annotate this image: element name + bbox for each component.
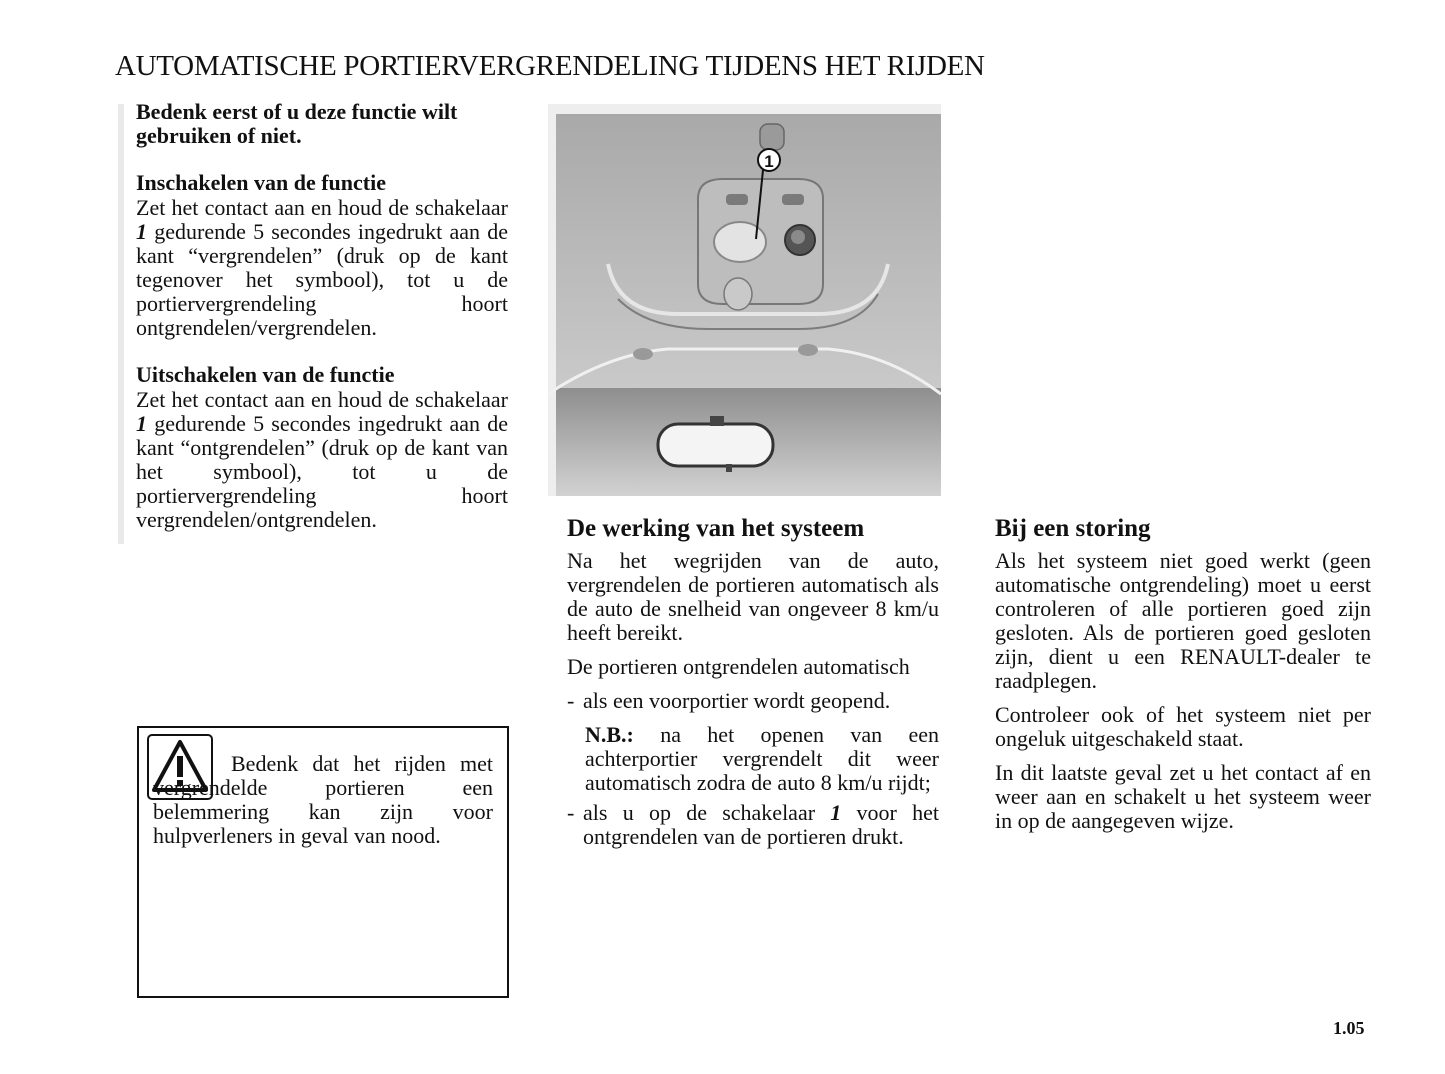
page-title: AUTOMATISCHE PORTIERVERGRENDELING TIJDENS HET RIJDEN bbox=[115, 50, 985, 82]
warning-box bbox=[137, 726, 509, 998]
switch-ref: 1 bbox=[136, 411, 147, 436]
malfunction-para-3: In dit laatste geval zet u het contact af en weer aan en schakelt u het systeem weer in op de aangegeven wijze. bbox=[995, 760, 1371, 833]
disable-text-part-1: Zet het contact aan en houd de schakelaar bbox=[136, 387, 508, 412]
nb-text: na het openen van een achterportier vergrendelt dit weer automatisch zodra de auto 8 km/u rijdt; bbox=[585, 722, 939, 795]
nb-label: N.B.: bbox=[585, 722, 634, 747]
malfunction-heading: Bij een storing bbox=[995, 515, 1151, 542]
list-item-text-part-1: als u op de schakelaar bbox=[583, 800, 831, 825]
enable-text bbox=[136, 196, 508, 340]
warning-text: Bedenk dat het rijden met vergrendelde portieren een belemmering kan zijn voor hulpverleners in geval van nood. bbox=[153, 751, 493, 848]
left-column bbox=[136, 100, 508, 532]
callout-1-label: 1 bbox=[764, 152, 774, 171]
operation-list bbox=[567, 689, 939, 713]
switch-ref: 1 bbox=[136, 219, 147, 244]
enable-text-part-1: Zet het contact aan en houd de schakelaar bbox=[136, 195, 508, 220]
operation-para-2: De portieren ontgrendelen automatisch bbox=[567, 654, 910, 679]
list-item bbox=[567, 689, 939, 713]
list-item-text: als een voorportier wordt geopend. bbox=[583, 688, 891, 713]
intro-text: Bedenk eerst of u deze functie wilt gebruiken of niet. bbox=[136, 99, 458, 148]
malfunction-para-1: Als het systeem niet goed werkt (geen automatische ontgrendeling) moet u eerst controleren of alle portieren goed zijn gesloten. Als de portieren goed gesloten zijn, dient u een RENAULT-dealer te raadplegen. bbox=[995, 548, 1371, 693]
operation-heading: De werking van het systeem bbox=[567, 515, 865, 542]
enable-text-part-2: gedurende 5 secondes ingedrukt aan de kant “vergrendelen” (druk op de kant tegenover het symbool), tot u de portiervergrendeling hoort ontgrendelen/vergrendelen. bbox=[136, 219, 508, 340]
disable-heading: Uitschakelen van de functie bbox=[136, 362, 395, 387]
console-photo bbox=[548, 104, 941, 496]
page-number: 1.05 bbox=[1333, 1018, 1365, 1038]
list-item bbox=[567, 801, 939, 849]
malfunction-para-2: Controleer ook of het systeem niet per ongeluk uitgeschakeld staat. bbox=[995, 702, 1371, 751]
console-illustration bbox=[548, 104, 941, 496]
enable-heading: Inschakelen van de functie bbox=[136, 170, 386, 195]
right-column bbox=[995, 515, 1371, 843]
disable-text-part-2: gedurende 5 secondes ingedrukt aan de kant “ontgrendelen” (druk op de kant van het symbool), tot u de portiervergrendeling hoort vergrendelen/ontgrendelen. bbox=[136, 411, 508, 532]
middle-column bbox=[567, 515, 939, 849]
operation-list-2 bbox=[567, 801, 939, 849]
nb-note bbox=[567, 723, 939, 795]
operation-para-1: Na het wegrijden van de auto, vergrendelen de portieren automatisch als de auto de snelheid van ongeveer 8 km/u heeft bereikt. bbox=[567, 548, 939, 645]
switch-ref: 1 bbox=[830, 800, 842, 825]
disable-text bbox=[136, 388, 508, 532]
list-item-text-part-2: voor het ontgrendelen van de portieren drukt. bbox=[583, 800, 940, 849]
